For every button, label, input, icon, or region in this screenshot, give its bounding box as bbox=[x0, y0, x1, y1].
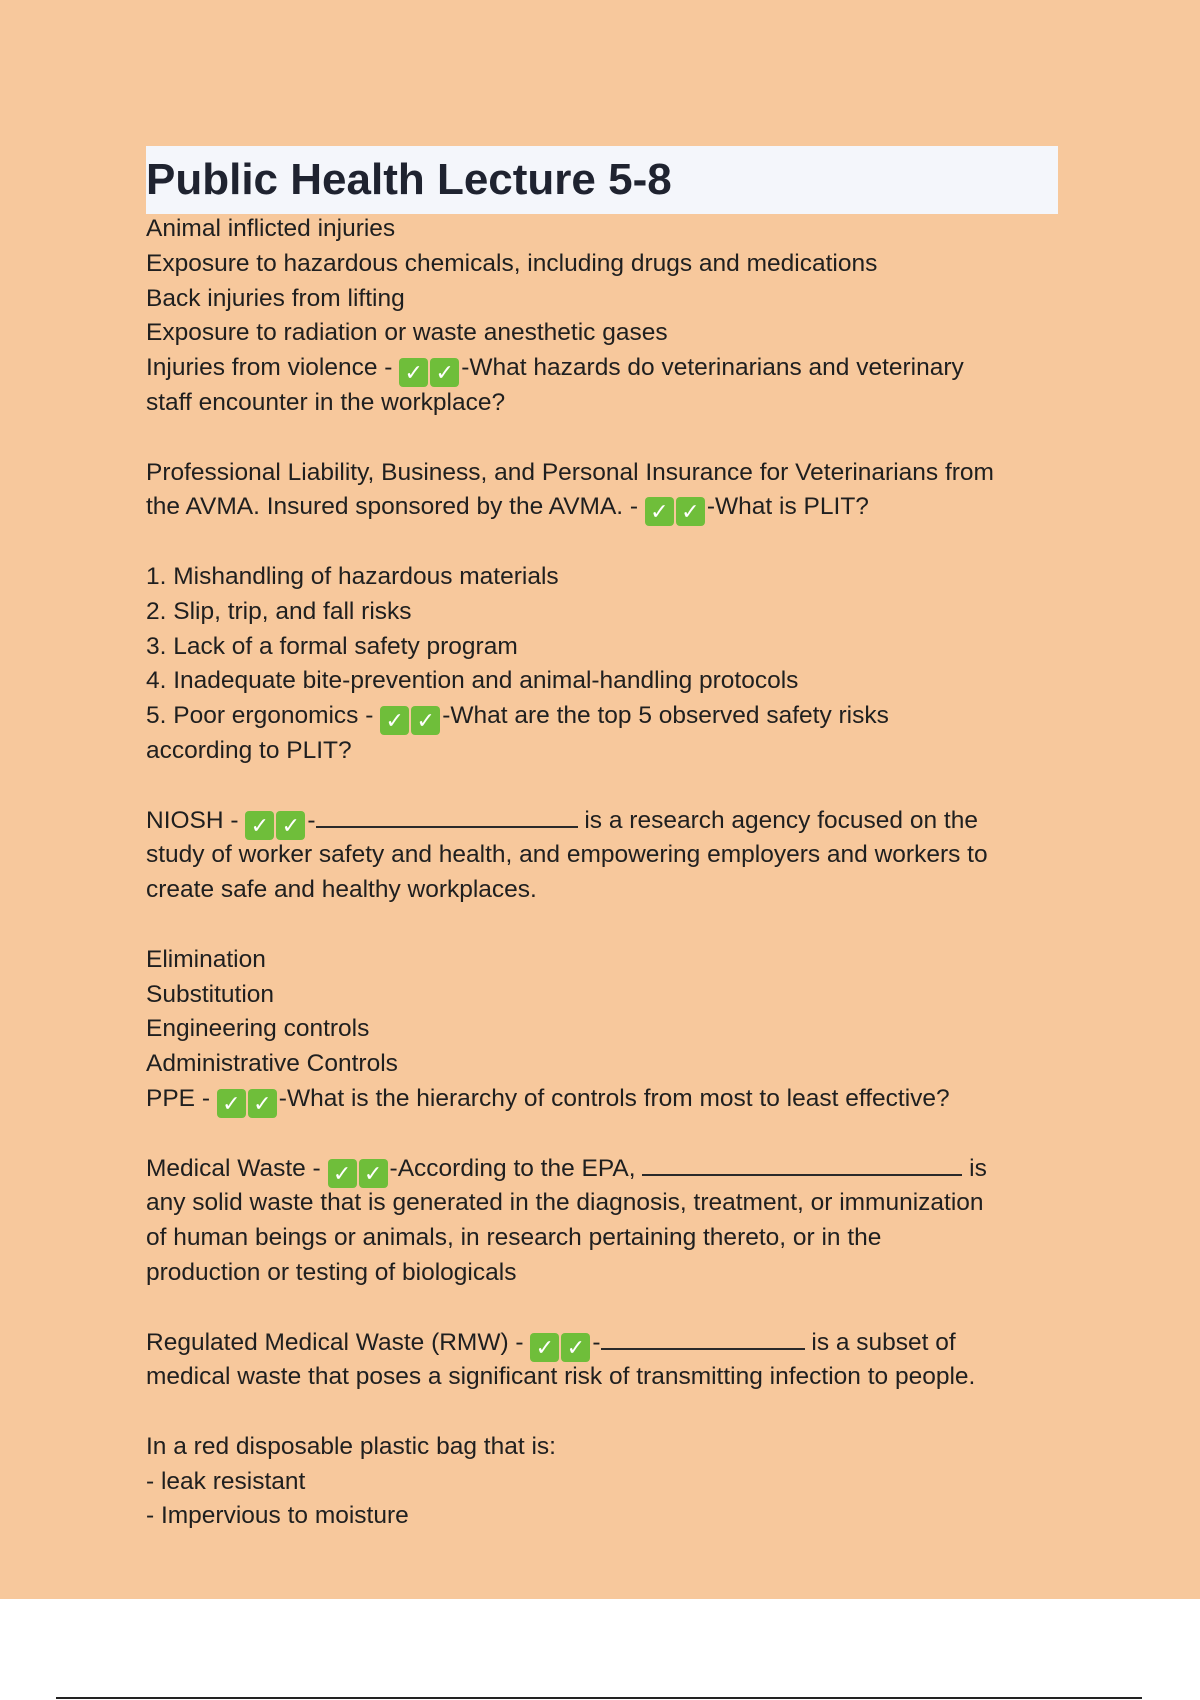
question-text: -What are the top 5 observed safety risks bbox=[442, 702, 889, 730]
check-icon: ✓ bbox=[411, 706, 440, 735]
list-item: 1. Mishandling of hazardous materials bbox=[146, 562, 559, 590]
check-icon: ✓ bbox=[217, 1089, 246, 1118]
question-text: is bbox=[962, 1154, 987, 1182]
text-line: Exposure to radiation or waste anesthetic gases bbox=[146, 319, 668, 347]
question-text: is a subset of bbox=[804, 1328, 956, 1356]
text-line: medical waste that poses a significant risk of transmitting infection to people. bbox=[146, 1363, 976, 1391]
list-item: Substitution bbox=[146, 980, 275, 1008]
question-text: - bbox=[307, 806, 316, 834]
check-icon: ✓ bbox=[380, 706, 409, 735]
check-icon: ✓ bbox=[399, 358, 428, 387]
qa-line bbox=[146, 1152, 1076, 1187]
answer-text: the AVMA. Insured sponsored by the AVMA. - bbox=[146, 493, 645, 521]
list-item: - leak resistant bbox=[146, 1467, 306, 1495]
answer-text: Medical Waste - bbox=[146, 1154, 328, 1182]
question-text: -According to the EPA, bbox=[389, 1154, 643, 1182]
text-line: any solid waste that is generated in the diagnosis, treatment, or immunization bbox=[146, 1189, 984, 1217]
check-icon: ✓ bbox=[430, 358, 459, 387]
answer-text: PPE - bbox=[146, 1084, 217, 1112]
qa-line bbox=[146, 490, 1076, 525]
check-icon: ✓ bbox=[645, 497, 674, 526]
text-line: Back injuries from lifting bbox=[146, 284, 405, 312]
qa-line bbox=[146, 1326, 1076, 1361]
question-text: is a research agency focused on the bbox=[577, 806, 978, 834]
check-icon: ✓ bbox=[248, 1089, 277, 1118]
list-item: Elimination bbox=[146, 945, 266, 973]
footer-divider bbox=[56, 1697, 1142, 1699]
qa-line bbox=[146, 699, 1076, 734]
answer-text: Injuries from violence - bbox=[146, 354, 400, 382]
question-text: -What is PLIT? bbox=[706, 493, 869, 521]
text-line: according to PLIT? bbox=[146, 736, 352, 764]
list-item: Administrative Controls bbox=[146, 1050, 398, 1078]
fill-in-blank bbox=[642, 1152, 962, 1176]
check-icon: ✓ bbox=[245, 811, 274, 840]
answer-text: 5. Poor ergonomics - bbox=[146, 702, 381, 730]
list-item: 4. Inadequate bite-prevention and animal-handling protocols bbox=[146, 667, 799, 695]
qa-line bbox=[146, 804, 1076, 839]
list-item: - Impervious to moisture bbox=[146, 1502, 409, 1530]
qa-line bbox=[146, 1082, 1076, 1117]
text-line: staff encounter in the workplace? bbox=[146, 388, 506, 416]
question-text: -What is the hierarchy of controls from most to least effective? bbox=[278, 1084, 950, 1112]
check-icon: ✓ bbox=[676, 497, 705, 526]
text-line: Animal inflicted injuries bbox=[146, 215, 396, 242]
fill-in-blank bbox=[601, 1326, 805, 1350]
text-line: create safe and healthy workplaces. bbox=[146, 876, 537, 904]
answer-text: Regulated Medical Waste (RMW) - bbox=[146, 1328, 531, 1356]
check-icon: ✓ bbox=[530, 1333, 559, 1362]
check-icon: ✓ bbox=[276, 811, 305, 840]
answer-text: NIOSH - bbox=[146, 806, 246, 834]
check-icon: ✓ bbox=[328, 1159, 357, 1188]
text-line: In a red disposable plastic bag that is: bbox=[146, 1432, 556, 1460]
list-item: 3. Lack of a formal safety program bbox=[146, 632, 518, 660]
check-icon: ✓ bbox=[359, 1159, 388, 1188]
list-item: 2. Slip, trip, and fall risks bbox=[146, 597, 412, 625]
question-text: - bbox=[592, 1328, 601, 1356]
text-line: study of worker safety and health, and empowering employers and workers to bbox=[146, 841, 988, 869]
qa-line bbox=[146, 351, 1076, 386]
question-text: -What hazards do veterinarians and veterinary bbox=[461, 354, 964, 382]
text-line: Exposure to hazardous chemicals, including drugs and medications bbox=[146, 249, 878, 277]
text-line: Professional Liability, Business, and Personal Insurance for Veterinarians from bbox=[146, 458, 994, 486]
check-icon: ✓ bbox=[561, 1333, 590, 1362]
text-line: of human beings or animals, in research pertaining thereto, or in the bbox=[146, 1224, 882, 1252]
fill-in-blank bbox=[316, 804, 578, 828]
text-line: production or testing of biologicals bbox=[146, 1258, 517, 1286]
page-title: Public Health Lecture 5-8 bbox=[146, 155, 672, 204]
list-item: Engineering controls bbox=[146, 1015, 370, 1043]
document-body bbox=[146, 212, 1076, 1534]
